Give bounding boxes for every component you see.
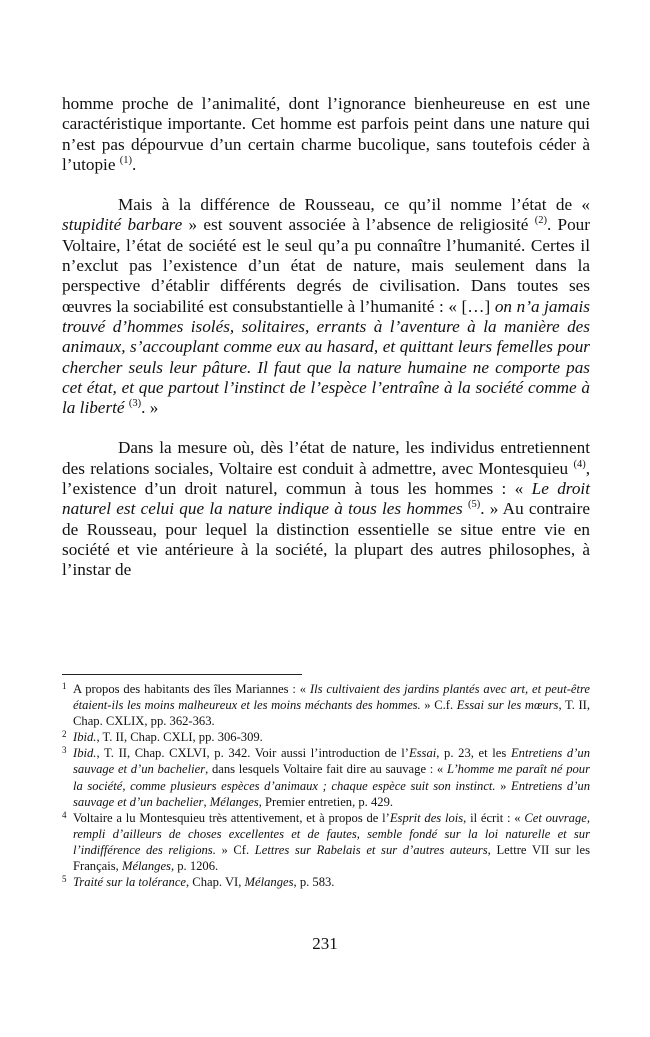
- page-number: 231: [312, 934, 338, 953]
- paragraph-text: homme proche de l’animalité, dont l’ignorance bienheureuse en est une caractéristique importante. Cet homme est parfois peint dans une nature qui n’est pas dépourvue d’un certain charme bucolique, sans toutefois céder à l’utopie: [62, 94, 590, 174]
- footnote-text: » C.f.: [420, 698, 457, 713]
- italic-term: stupidité barbare: [62, 215, 183, 235]
- footnote-italic-text: Esprit des lois: [389, 810, 464, 825]
- footnote-4: 4 Voltaire a lu Montesquieu très attentivement, et à propos de l’Esprit des lois, il écrit : « Cet ouvrage, rempli d’ailleurs de choses excellentes et de fautes, semble fondé sur la loi naturelle et sur l’indifférence des religions. » Cf. Lettres sur Rabelais et sur d’autres auteurs, Lettre VII sur les Français, Mélanges, p. 1206.: [62, 809, 591, 874]
- paragraph-1: [62, 94, 590, 175]
- paragraph-text: . Pour Voltaire, l’état de société est le seul qu’a pu connaître l’humanité. Certes il n’exclut pas l’existence d’un état de nature, mais seulement dans la perspective d’établir différents degrés de civilisation. Dans toutes ses œuvres la sociabilité est consubstantielle à l’humanité : « […]: [62, 215, 591, 316]
- footnote-italic-text: Entretiens d’un sauvage et d’un bachelier: [73, 778, 590, 809]
- paragraph-text: Dans la mesure où, dès l’état de nature, les individus entretiennent des relations sociales, Voltaire est conduit à admettre, avec Montesquieu: [62, 438, 590, 478]
- paragraph-text: , l’existence d’un droit naturel, commun à tous les hommes : «: [62, 458, 590, 499]
- footnote-italic-text: Cet ouvrage, rempli d’ailleurs de choses excellentes et de fautes, semble fondé sur la loi naturelle et sur l’indifférence des religions.: [73, 810, 590, 857]
- footnote-text: Voltaire a lu Montesquieu très attentivement, et à propos de l’: [73, 810, 390, 825]
- footnote-ref-1[interactable]: (1): [119, 154, 133, 166]
- footnote-italic-text: Ils cultivaient des jardins plantés avec art, et peut-être étaient-ils les moins malheureux et les moins méchants des hommes.: [73, 682, 590, 713]
- footnote-italic-text: Mélanges: [209, 794, 259, 809]
- paragraph-text: Mais à la différence de Rousseau, ce qu’il nomme l’état de «: [118, 195, 590, 215]
- paragraph-text: . » Au contraire de Rousseau, pour lequel la distinction essentielle se situe entre vie en société et vie antérieure à la société, la plupart des autres philosophes, à l’instar de: [62, 499, 591, 580]
- footnote-text: , Chap. VI,: [186, 875, 245, 890]
- footnote-ref-5[interactable]: (5): [467, 499, 481, 511]
- footnote-separator: [62, 674, 302, 675]
- footnotes: [62, 681, 590, 890]
- footnote-text: A propos des habitants des îles Mariannes : «: [73, 682, 310, 696]
- paragraph-text: .: [132, 154, 137, 174]
- footnote-italic-text: Essai: [408, 746, 437, 761]
- paragraph-2: [62, 195, 590, 418]
- footnote-text: , dans lesquels Voltaire fait dire au sauvage : «: [205, 762, 447, 777]
- footnote-italic-text: Ibid.: [73, 730, 97, 745]
- footnote-italic-text: Lettres sur Rabelais et sur d’autres auteurs: [254, 842, 488, 857]
- footnote-italic-text: Essai sur les mœurs: [456, 698, 559, 713]
- paragraph-3: [62, 438, 590, 580]
- footnote-ref-3[interactable]: (3): [128, 398, 142, 410]
- footnote-italic-text: Ibid.: [73, 746, 97, 761]
- footnote-text: , Premier entretien, p. 429.: [258, 794, 394, 809]
- page-body: [62, 94, 590, 581]
- footnote-italic-text: Mélanges: [244, 875, 294, 890]
- paragraph-text: » est souvent associée à l’absence de religiosité: [182, 215, 529, 235]
- footnote-text: ,: [203, 794, 210, 809]
- footnote-text: , il écrit : «: [463, 810, 525, 825]
- footnote-italic-text: Traité sur la tolérance: [73, 875, 186, 890]
- footnote-ref-2[interactable]: (2): [534, 215, 547, 227]
- footnote-text: , Lettre VII sur les Français,: [73, 842, 591, 874]
- footnote-text: » Cf.: [215, 842, 255, 857]
- footnote-text: , T. II, Chap. CXLIX, pp. 362-363.: [73, 698, 591, 729]
- paragraph-text: . »: [141, 398, 159, 418]
- footnote-italic-text: Entretiens d’un sauvage et d’un bachelier: [73, 746, 590, 777]
- footnote-1: 1 A propos des habitants des îles Mariannes : « Ils cultivaient des jardins plantés avec art, et peut-être étaient-ils les moins malheureux et les moins méchants des hommes. » C.f. Essai sur les mœurs, T. II, Chap. CXLIX, pp. 362-363.: [62, 681, 591, 729]
- footnote-2: 2 Ibid., T. II, Chap. CXLI, pp. 306-309.: [62, 729, 263, 745]
- footnote-text: , T. II, Chap. CXLI, pp. 306-309.: [96, 730, 263, 745]
- footnote-5: 5 Traité sur la tolérance, Chap. VI, Mélanges, p. 583.: [62, 874, 335, 890]
- footnote-text: , T. II, Chap. CXLVI, p. 342. Voir aussi l’introduction de l’: [96, 746, 409, 761]
- quotation: on n’a jamais trouvé d’hommes isolés, solitaires, errants à l’aventure à la manière des animaux, s’accouplant comme eux au hasard, et quittant leurs femelles pour chercher seuls leur pâture. Il faut que la nature humaine ne comporte pas cet état, et que partout l’instinct de l’espèce l’entraîne à la société comme à la liberté: [62, 296, 590, 418]
- footnote-text: , p. 583.: [293, 875, 335, 890]
- footnote-italic-text: Mélanges: [121, 859, 171, 874]
- footnote-text: »: [495, 778, 512, 793]
- paragraph-gap: [62, 175, 590, 195]
- quotation: Le droit naturel est celui que la nature indique à tous les hommes: [62, 479, 590, 519]
- footnote-3: 3 Ibid., T. II, Chap. CXLVI, p. 342. Voir aussi l’introduction de l’Essai, p. 23, et les Entretiens d’un sauvage et d’un bachelier, dans lesquels Voltaire fait dire au sauvage : « L’homme me paraît né pour la société, comme plusieurs espèces d’animaux ; chaque espèce suit son instinct. » Entretiens d’un sauvage et d’un bachelier, Mélanges, Premier entretien, p. 429.: [62, 745, 590, 809]
- footnote-text: , p. 1206.: [170, 859, 219, 874]
- footnote-text: , p. 23, et les: [436, 746, 511, 761]
- footnote-italic-text: L’homme me paraît né pour la société, comme plusieurs espèces d’animaux ; chaque espèce suit son instinct.: [73, 762, 590, 793]
- paragraph-gap: [62, 418, 590, 438]
- footnote-ref-4[interactable]: (4): [573, 458, 586, 470]
